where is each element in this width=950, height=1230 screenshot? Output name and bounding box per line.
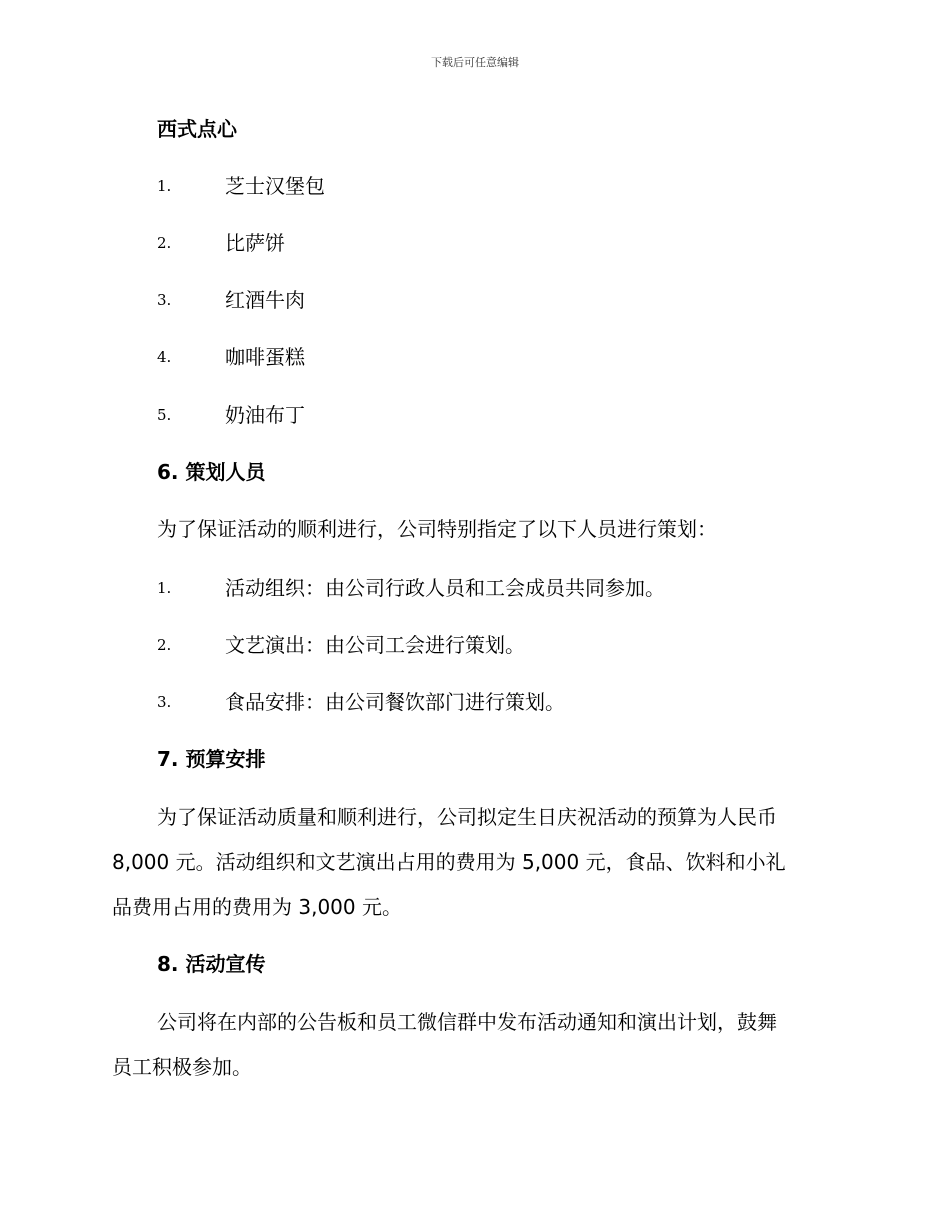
list-text: 比萨饼 (225, 231, 285, 255)
page-header: 下载后可任意编辑 (431, 56, 519, 69)
list-number: 4. (157, 348, 172, 366)
list-number: 5. (157, 406, 172, 424)
list-number: 3. (157, 291, 172, 309)
budget-paragraph-line: 为了保证活动质量和顺利进行，公司拟定生日庆祝活动的预算为人民币 (157, 805, 777, 829)
list-text: 活动组织：由公司行政人员和工会成员共同参加。 (225, 576, 665, 600)
promotion-paragraph-line: 员工积极参加。 (112, 1055, 252, 1079)
list-text: 红酒牛肉 (225, 288, 305, 312)
section-heading-planning-staff: 6. 策划人员 (157, 460, 266, 484)
list-text: 文艺演出：由公司工会进行策划。 (225, 633, 525, 657)
list-text: 芝士汉堡包 (225, 174, 325, 198)
list-number: 2. (157, 636, 172, 654)
section-heading-promotion: 8. 活动宣传 (157, 952, 266, 976)
list-text: 咖啡蛋糕 (225, 345, 305, 369)
list-number: 3. (157, 693, 172, 711)
list-number: 1. (157, 579, 172, 597)
promotion-paragraph-line: 公司将在内部的公告板和员工微信群中发布活动通知和演出计划，鼓舞 (157, 1010, 777, 1034)
budget-paragraph-line: 品费用占用的费用为 3,000 元。 (112, 895, 402, 919)
budget-paragraph-line: 8,000 元。活动组织和文艺演出占用的费用为 5,000 元，食品、饮料和小礼 (112, 850, 786, 874)
section-heading-budget: 7. 预算安排 (157, 747, 266, 771)
planning-intro-paragraph: 为了保证活动的顺利进行，公司特别指定了以下人员进行策划： (157, 517, 717, 541)
section-heading-western-desserts: 西式点心 (157, 117, 237, 141)
list-number: 1. (157, 177, 172, 195)
list-text: 食品安排：由公司餐饮部门进行策划。 (225, 690, 565, 714)
list-number: 2. (157, 234, 172, 252)
list-text: 奶油布丁 (225, 403, 305, 427)
